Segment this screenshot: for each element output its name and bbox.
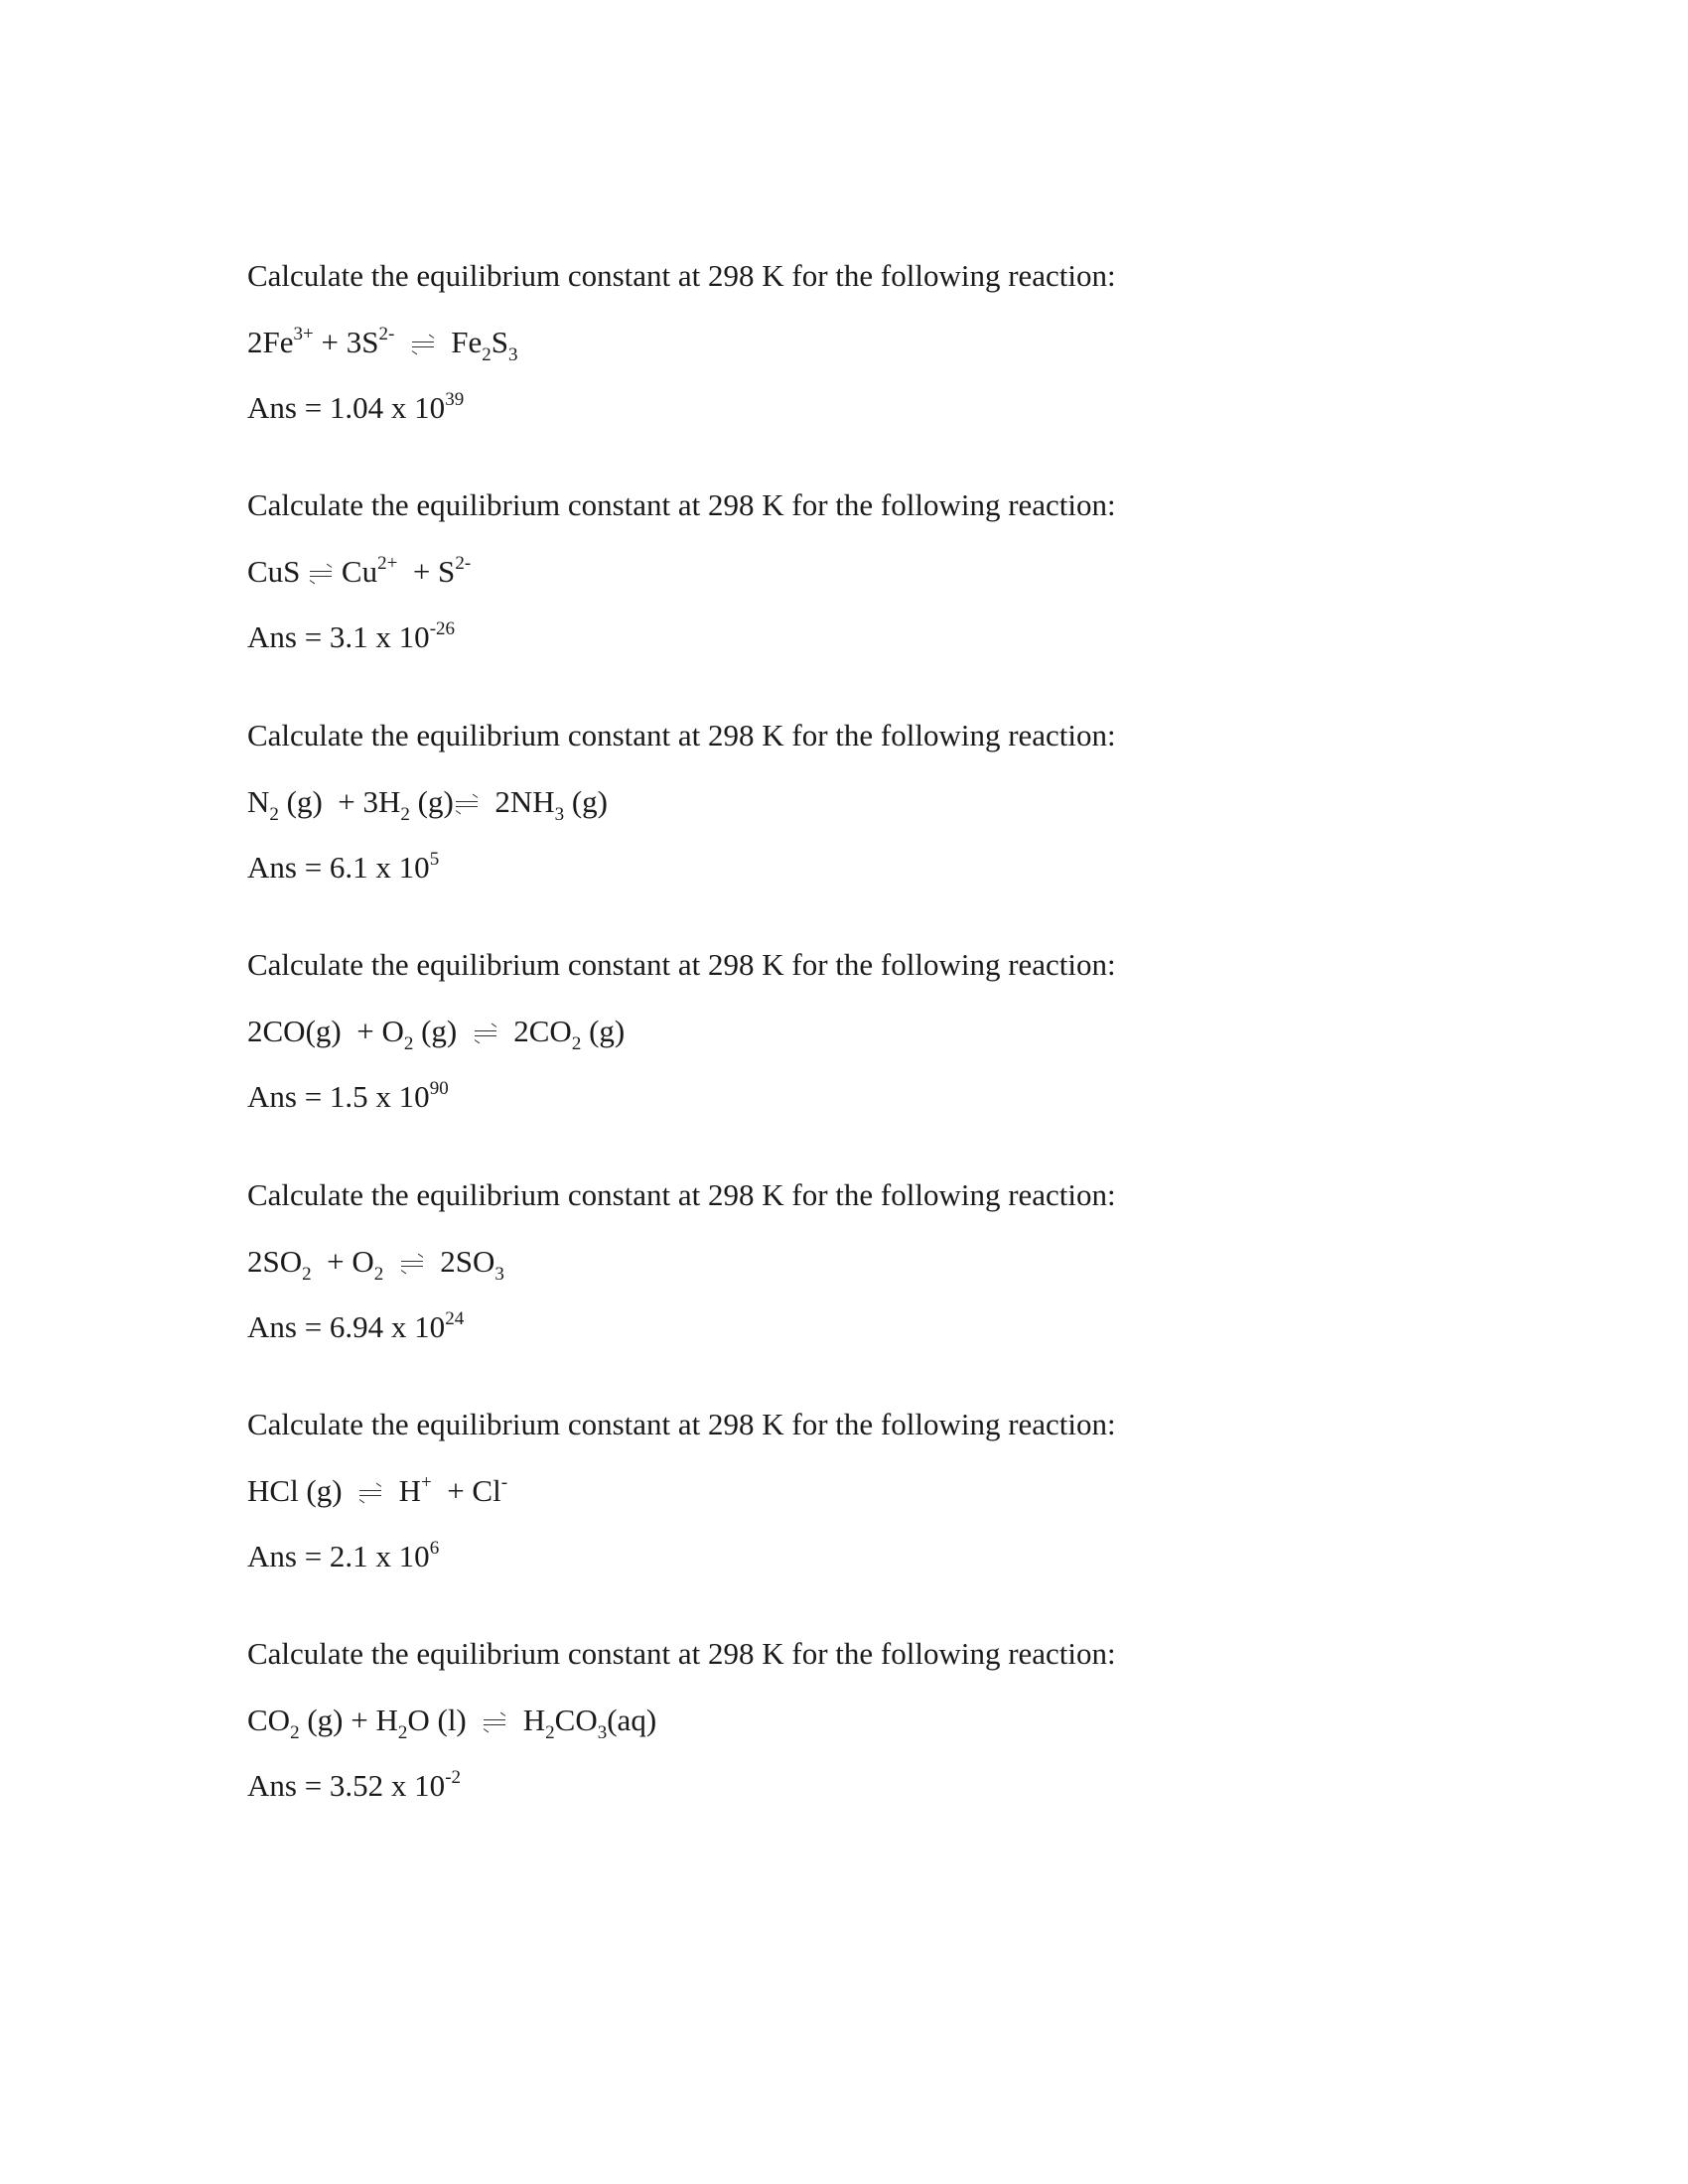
- product-text: Cu: [341, 554, 378, 589]
- answer-exponent: -26: [429, 618, 456, 639]
- equilibrium-arrow-icon: [484, 1717, 505, 1729]
- reactant-text: + 3S: [321, 325, 379, 359]
- product-text: H: [522, 1703, 546, 1737]
- subscript: 2: [571, 1033, 582, 1054]
- question-prompt: Calculate the equilibrium constant at 298 K for the following reaction:: [247, 1177, 1116, 1212]
- answer-label: Ans = 1.04 x 10: [247, 390, 446, 425]
- equilibrium-arrow-icon: [475, 1028, 496, 1040]
- answer: [247, 1537, 439, 1576]
- subscript: 2: [403, 1033, 414, 1054]
- reactant-text: 2CO(g): [247, 1014, 342, 1048]
- charge-superscript: 2-: [378, 324, 395, 344]
- state-label: (g) + H: [307, 1703, 398, 1737]
- answer: [247, 617, 455, 657]
- subscript: 3: [494, 1264, 504, 1285]
- state-label: (g): [589, 1014, 626, 1048]
- reactant-text: + O: [356, 1014, 404, 1048]
- product-text: 2NH: [494, 784, 555, 819]
- reactant-text: 2SO: [247, 1244, 303, 1279]
- state-label: (g): [417, 784, 454, 819]
- subscript: 3: [508, 344, 518, 365]
- answer: [247, 1307, 464, 1347]
- reactant-text: + 3H: [338, 784, 401, 819]
- state-label: (aq): [607, 1703, 657, 1737]
- reactant-text: 2Fe: [247, 325, 294, 359]
- reaction-equation: [247, 323, 518, 365]
- question-prompt: Calculate the equilibrium constant at 298 K for the following reaction:: [247, 258, 1116, 293]
- answer: [247, 388, 464, 428]
- answer-label: Ans = 6.94 x 10: [247, 1309, 446, 1344]
- reactant-text: + O: [327, 1244, 374, 1279]
- subscript: 2: [373, 1264, 384, 1285]
- question-prompt: Calculate the equilibrium constant at 298 K for the following reaction:: [247, 947, 1116, 982]
- answer: [247, 1766, 461, 1806]
- charge-superscript: 3+: [293, 324, 314, 344]
- reactant-text: N: [247, 784, 270, 819]
- answer-label: Ans = 3.52 x 10: [247, 1768, 446, 1803]
- answer-exponent: 6: [429, 1538, 440, 1559]
- answer-label: Ans = 1.5 x 10: [247, 1079, 430, 1114]
- equilibrium-arrow-icon: [401, 1259, 423, 1271]
- reaction-equation: [247, 552, 471, 592]
- product-text: + Cl: [447, 1473, 501, 1508]
- answer-exponent: -2: [445, 1767, 462, 1788]
- product-text: 2SO: [440, 1244, 495, 1279]
- charge-superscript: 2+: [377, 553, 398, 574]
- subscript: 2: [302, 1264, 312, 1285]
- answer-label: Ans = 6.1 x 10: [247, 850, 430, 885]
- reactant-text: CuS: [247, 554, 301, 589]
- charge-superscript: +: [420, 1472, 432, 1493]
- product-text: CO: [554, 1703, 598, 1737]
- answer-exponent: 5: [429, 849, 440, 870]
- answer-label: Ans = 3.1 x 10: [247, 619, 430, 654]
- question-prompt: Calculate the equilibrium constant at 298 K for the following reaction:: [247, 718, 1116, 752]
- subscript: 3: [554, 804, 565, 825]
- reactant-text: CO: [247, 1703, 291, 1737]
- subscript: 2: [545, 1722, 555, 1743]
- equilibrium-arrow-icon: [359, 1488, 381, 1500]
- answer-exponent: 24: [445, 1308, 465, 1329]
- product-text: S: [491, 325, 509, 359]
- subscript: 2: [397, 1722, 408, 1743]
- state-label: (g): [421, 1014, 458, 1048]
- reaction-equation: [247, 1242, 504, 1285]
- reaction-equation: [247, 1012, 626, 1054]
- subscript: 2: [290, 1722, 300, 1743]
- question-prompt: Calculate the equilibrium constant at 298 K for the following reaction:: [247, 1636, 1116, 1671]
- subscript: 2: [400, 804, 410, 825]
- charge-superscript: -: [500, 1472, 508, 1493]
- charge-superscript: 2-: [455, 553, 472, 574]
- reaction-equation: [247, 1701, 657, 1743]
- product-text: 2CO: [513, 1014, 572, 1048]
- question-prompt: Calculate the equilibrium constant at 298 K for the following reaction:: [247, 1407, 1116, 1441]
- state-label: O (l): [407, 1703, 467, 1737]
- product-text: Fe: [451, 325, 483, 359]
- question-prompt: Calculate the equilibrium constant at 298 K for the following reaction:: [247, 487, 1116, 522]
- equilibrium-arrow-icon: [412, 340, 434, 351]
- reaction-equation: [247, 1471, 507, 1511]
- answer-label: Ans = 2.1 x 10: [247, 1539, 430, 1573]
- reaction-equation: [247, 782, 609, 825]
- state-label: (g): [286, 784, 323, 819]
- equilibrium-arrow-icon: [310, 569, 332, 581]
- subscript: 3: [597, 1722, 608, 1743]
- answer-exponent: 39: [445, 389, 465, 410]
- subscript: 2: [269, 804, 279, 825]
- product-text: + S: [412, 554, 456, 589]
- subscript: 2: [482, 344, 492, 365]
- equilibrium-arrow-icon: [456, 799, 478, 811]
- state-label: (g): [571, 784, 609, 819]
- reactant-text: HCl (g): [247, 1473, 343, 1508]
- product-text: H: [398, 1473, 421, 1508]
- answer: [247, 1077, 449, 1117]
- answer: [247, 848, 439, 887]
- answer-exponent: 90: [429, 1078, 449, 1099]
